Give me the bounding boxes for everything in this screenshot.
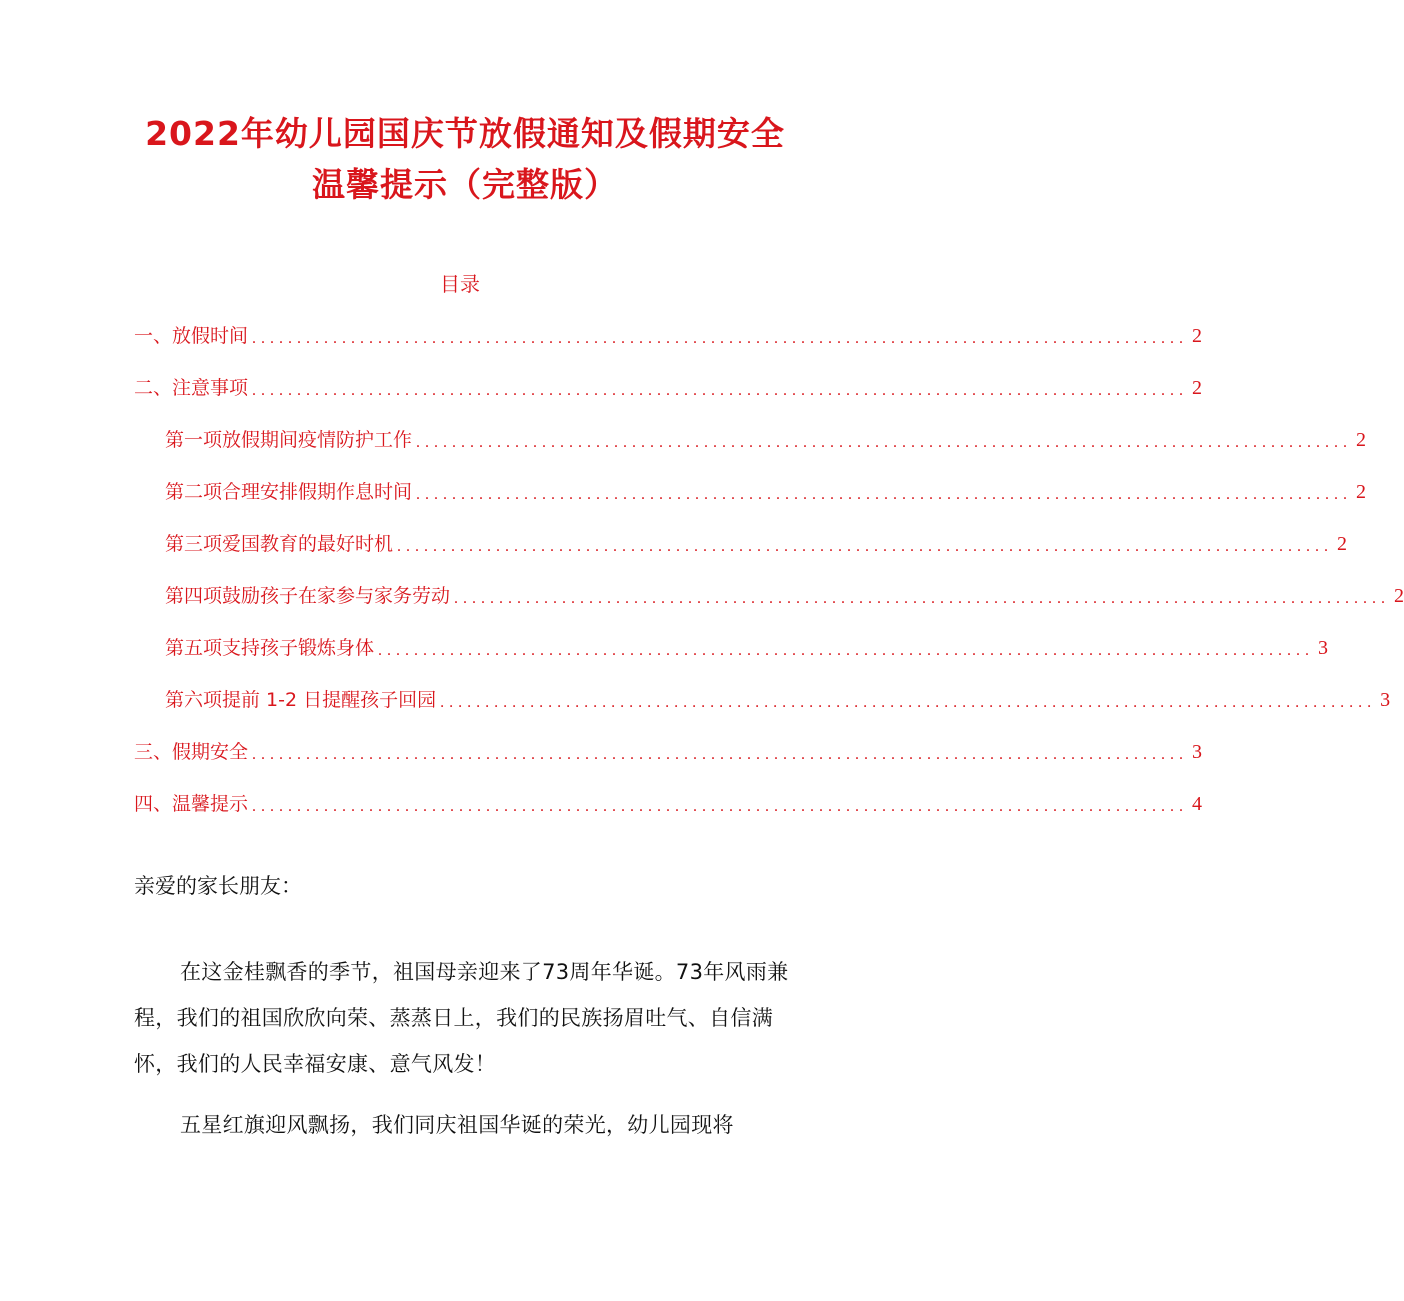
toc-entry-label: 三、假期安全 [134,741,249,763]
toc-entry-label: 二、注意事项 [134,377,249,399]
toc-entry-page: 2 [1192,377,1203,399]
toc-dot-leader: ........................................................................................................ [416,434,1353,451]
toc-entry-label: 第四项鼓励孩子在家参与家务劳动 [165,585,451,607]
toc-entry-page: 3 [1192,741,1203,763]
toc-entry[interactable] [165,528,1348,560]
document-title-line-1: 2022年幼儿园国庆节放假通知及假期安全 [145,114,785,153]
toc-dot-leader: ........................................................................................................ [252,798,1189,815]
toc-entry-page: 3 [1380,689,1391,711]
body-paragraph: 五星红旗迎风飘扬，我们同庆祖国华诞的荣光，幼儿园现将 [180,1113,734,1137]
toc-entry-page: 2 [1337,533,1348,555]
toc-entry[interactable] [165,684,1391,716]
toc-dot-leader: ........................................................................................................ [252,746,1189,763]
toc-entry[interactable] [134,372,1203,404]
toc-dot-leader: ........................................................................................................ [378,642,1315,659]
toc-entry-label: 第五项支持孩子锻炼身体 [165,637,375,659]
toc-entry-label: 四、温馨提示 [134,793,249,815]
toc-entry-page: 2 [1356,429,1367,451]
toc-entry[interactable] [165,580,1404,612]
toc-entry-page: 2 [1356,481,1367,503]
document-title-line-2: 温馨提示（完整版） [312,165,618,204]
greeting: 亲爱的家长朋友： [134,874,302,898]
toc-entry[interactable] [134,788,1203,820]
toc-entry[interactable] [134,320,1203,352]
toc-entry-page: 3 [1318,637,1329,659]
toc-entry[interactable] [165,424,1367,456]
toc-entry-label: 第一项放假期间疫情防护工作 [165,429,413,451]
toc-entry-label: 一、放假时间 [134,325,249,347]
body-paragraph: 在这金桂飘香的季节，祖国母亲迎来了73周年华诞。73年风雨兼程，我们的祖国欣欣向荣、蒸蒸日上，我们的民族扬眉吐气、自信满怀，我们的人民幸福安康、意气风发！ [134,960,789,1076]
toc-dot-leader: ........................................................................................................ [454,590,1391,607]
toc-entry[interactable] [134,736,1203,768]
toc-entry[interactable] [165,632,1329,664]
toc-entry-page: 2 [1192,325,1203,347]
toc-entry-label: 第二项合理安排假期作息时间 [165,481,413,503]
toc-dot-leader: ........................................................................................................ [397,538,1334,555]
toc-entry-label: 第六项提前 1-2 日提醒孩子回园 [165,689,437,711]
toc-dot-leader: ........................................................................................................ [416,486,1353,503]
toc-dot-leader: ........................................................................................................ [252,382,1189,399]
toc-entry-page: 4 [1192,793,1203,815]
toc-heading: 目录 [440,272,480,296]
toc-dot-leader: ........................................................................................................ [440,694,1377,711]
toc-dot-leader: ........................................................................................................ [252,330,1189,347]
toc-entry-label: 第三项爱国教育的最好时机 [165,533,394,555]
toc-entry-page: 2 [1394,585,1404,607]
toc-entry[interactable] [165,476,1367,508]
